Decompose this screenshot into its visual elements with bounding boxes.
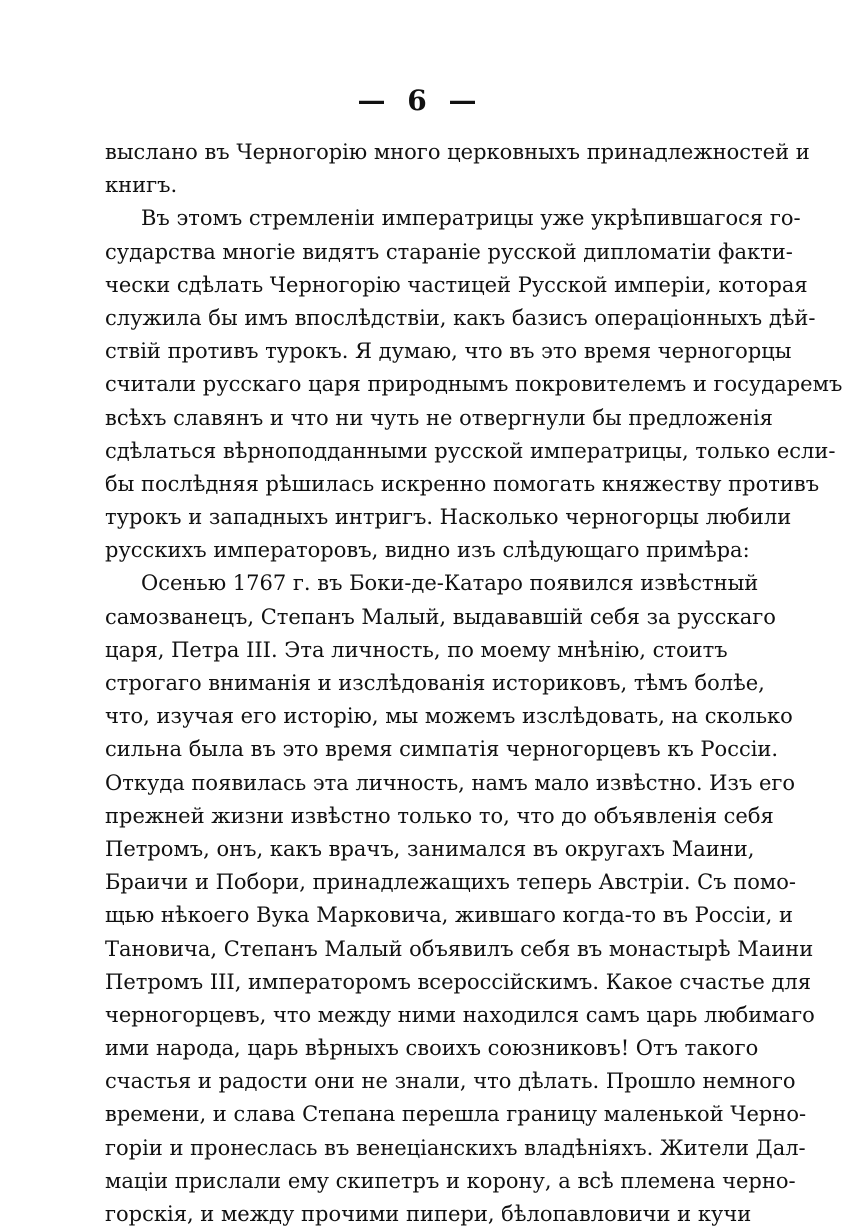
- text-line: Браичи и Побори, принадлежащихъ теперь Австріи. Съ помо-: [105, 870, 796, 895]
- text-line: книгъ.: [105, 173, 178, 198]
- text-line: ими народа, царь вѣрныхъ своихъ союзниковъ! Отъ такого: [105, 1036, 759, 1061]
- text-line: сдѣлаться вѣрноподданными русской императрицы, только если-: [105, 438, 836, 463]
- text-line: турокъ и западныхъ интригъ. Насколько черногорцы любили: [105, 505, 792, 530]
- text-line: горскія, и между прочими пипери, бѣлопавловичи и кучи: [105, 1202, 752, 1226]
- text-line: прежней жизни извѣстно только то, что до объявленія себя: [105, 803, 774, 828]
- text-line: всѣхъ славянъ и что ни чуть не отвергнули бы предложенія: [105, 405, 773, 430]
- text-line: щью нѣкоего Вука Марковича, жившаго когда-то въ Россіи, и: [105, 903, 793, 928]
- text-line: Петромъ, онъ, какъ врачъ, занимался въ округахъ Маини,: [105, 836, 755, 861]
- text-line: что, изучая его исторію, мы можемъ изслѣдовать, на сколько: [105, 704, 793, 729]
- text-line: Откуда появилась эта личность, намъ мало извѣстно. Изъ его: [105, 770, 796, 795]
- text-line: Тановича, Степанъ Малый объявилъ себя въ монастырѣ Маини: [105, 936, 814, 961]
- text-line: самозванецъ, Степанъ Малый, выдававшій себя за русскаго: [105, 604, 776, 629]
- text-line: ствій противъ турокъ. Я думаю, что въ это время черногорцы: [105, 339, 792, 364]
- text-line: считали русскаго царя природнымъ покровителемъ и государемъ: [105, 372, 842, 397]
- page-number: — 6 —: [357, 84, 483, 117]
- text-line: счастья и радости они не знали, что дѣлать. Прошло немного: [105, 1069, 796, 1094]
- text-line: сударства многіе видятъ стараніе русской дипломатіи факти-: [105, 239, 793, 264]
- text-line: русскихъ императоровъ, видно изъ слѣдующаго примѣра:: [105, 538, 750, 563]
- text-line: строгаго вниманія и изслѣдованія историковъ, тѣмъ болѣе,: [105, 671, 765, 695]
- body-text: [105, 136, 842, 1231]
- text-line: царя, Петра III. Эта личность, по моему мнѣнію, стоитъ: [105, 637, 728, 662]
- text-line: черногорцевъ, что между ними находился самъ царь любимаго: [105, 1002, 815, 1027]
- text-line: Осенью 1767 г. въ Боки-де-Катаро появился извѣстный: [141, 571, 759, 596]
- text-line: времени, и слава Степана перешла границу маленькой Черно-: [105, 1102, 807, 1127]
- text-line: Въ этомъ стремленіи императрицы уже укрѣпившагося го-: [141, 206, 801, 231]
- text-line: маціи прислали ему скипетръ и корону, а всѣ племена черно-: [105, 1168, 796, 1193]
- text-line: бы послѣдняя рѣшилась искренно помогать княжеству противъ: [105, 471, 820, 496]
- text-line: выслано въ Черногорію много церковныхъ принадлежностей и: [105, 140, 810, 164]
- text-line: чески сдѣлать Черногорію частицей Русской имперіи, которая: [105, 272, 808, 297]
- text-line: служила бы имъ впослѣдствіи, какъ базисъ операціонныхъ дѣй-: [105, 305, 816, 330]
- text-line: сильна была въ это время симпатія черногорцевъ къ Россіи.: [105, 737, 779, 762]
- text-line: горіи и пронеслась въ венеціанскихъ владѣніяхъ. Жители Дал-: [105, 1135, 806, 1160]
- text-line: Петромъ III, императоромъ всероссійскимъ. Какое счастье для: [105, 969, 811, 994]
